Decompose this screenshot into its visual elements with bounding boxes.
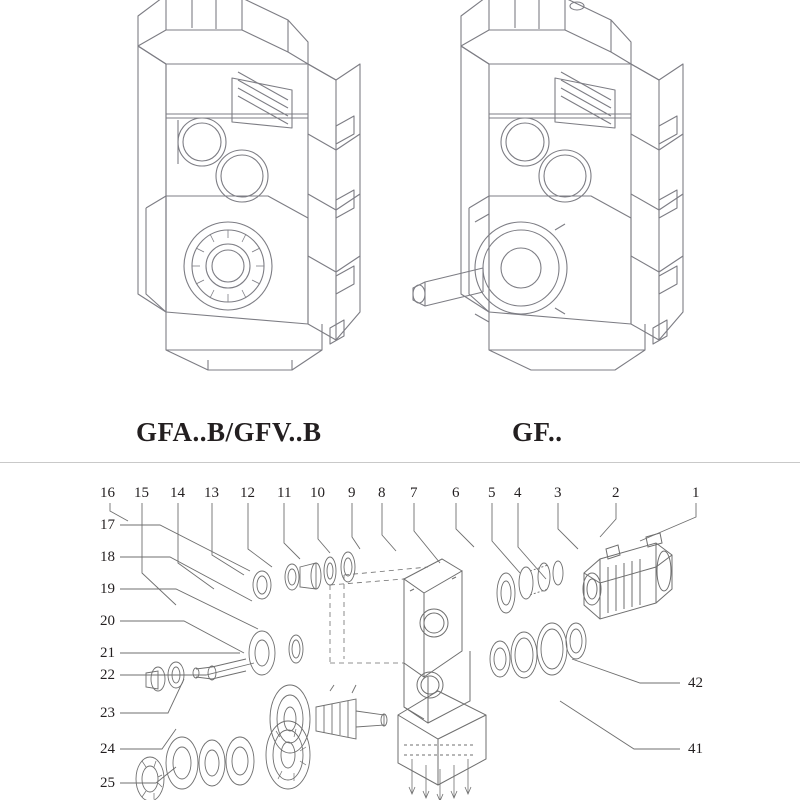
callout-21: 21: [100, 645, 115, 661]
exploded-view: [0, 463, 800, 800]
callout-1: 1: [692, 485, 700, 501]
callout-41: 41: [688, 741, 703, 757]
callout-42: 42: [688, 675, 703, 691]
callout-5: 5: [488, 485, 496, 501]
callout-12: 12: [240, 485, 255, 501]
callout-15: 15: [134, 485, 149, 501]
caption-gearbox-left: GFA..B/GFV..B: [136, 417, 322, 447]
callout-10: 10: [310, 485, 325, 501]
callout-11: 11: [277, 485, 292, 501]
callout-13: 13: [204, 485, 219, 501]
callout-2: 2: [612, 485, 620, 501]
callout-14: 14: [170, 485, 185, 501]
callout-7: 7: [410, 485, 418, 501]
callout-6: 6: [452, 485, 460, 501]
callout-16: 16: [100, 485, 115, 501]
callout-23: 23: [100, 705, 115, 721]
callout-24: 24: [100, 741, 115, 757]
callout-8: 8: [378, 485, 386, 501]
callout-19: 19: [100, 581, 115, 597]
callout-17: 17: [100, 517, 115, 533]
callout-22: 22: [100, 667, 115, 683]
callout-4: 4: [514, 485, 522, 501]
callout-18: 18: [100, 549, 115, 565]
gearbox-left: [92, 0, 402, 394]
caption-gearbox-right: GF..: [512, 417, 563, 447]
callout-25: 25: [100, 775, 115, 791]
gearbox-right: [405, 0, 725, 394]
callout-9: 9: [348, 485, 356, 501]
callout-3: 3: [554, 485, 562, 501]
callout-20: 20: [100, 613, 115, 629]
